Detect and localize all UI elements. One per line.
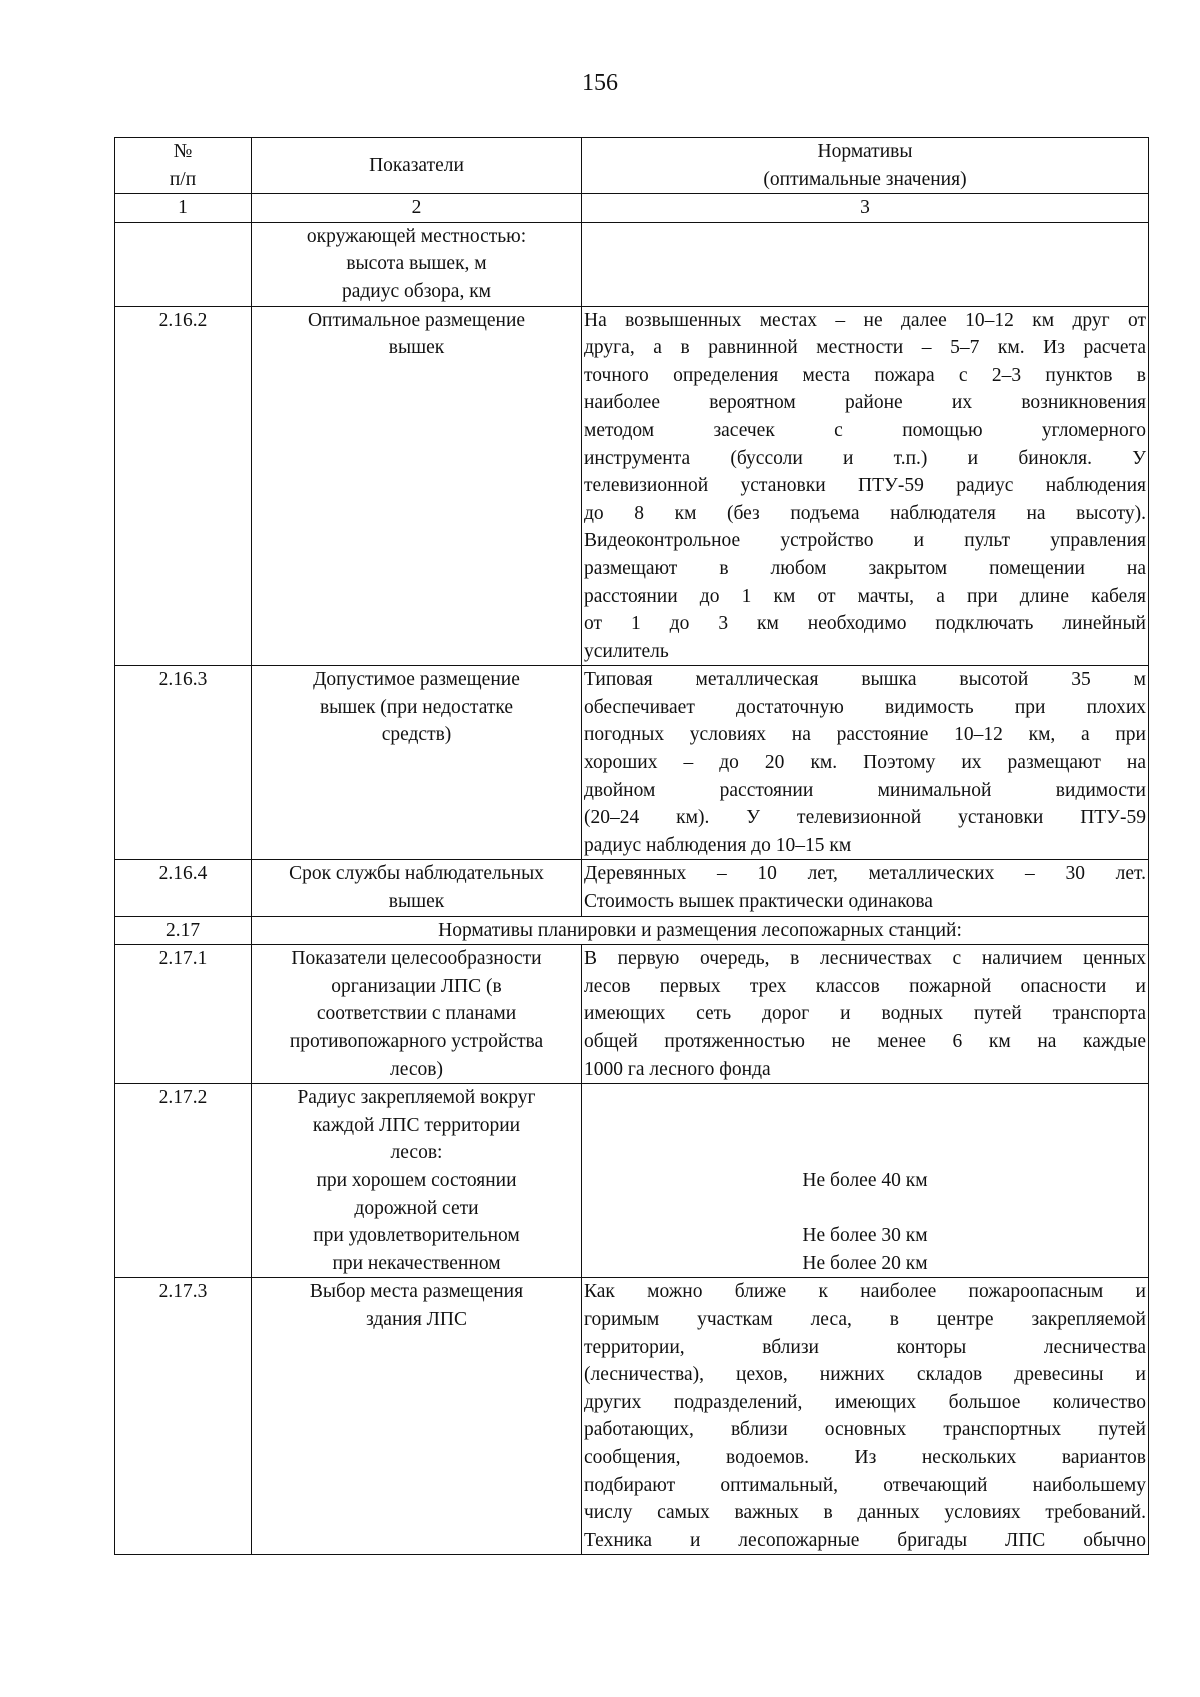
norm-line: сообщения, водоемов. Из нескольких вариантов	[584, 1446, 1146, 1468]
norm-line: горимым участкам леса, в центре закрепляемой	[584, 1308, 1146, 1330]
indicator-line: при удовлетворительном	[313, 1225, 520, 1247]
norm-line: двойном расстоянии минимальной видимости	[584, 779, 1146, 801]
norm-line: размещают в любом закрытом помещении на	[584, 557, 1146, 579]
norm-line: подбирают оптимальный, отвечающий наибольшему	[584, 1474, 1146, 1496]
norm-line: (лесничества), цехов, нижних складов древесины и	[584, 1364, 1146, 1386]
section-row	[115, 916, 1149, 945]
row-norm-cell	[582, 860, 1149, 916]
table-header-row	[115, 138, 1149, 194]
norm-line: усилитель	[584, 640, 669, 662]
row-number-cell: 2.16.4	[115, 860, 252, 916]
norm-line: точного определения места пожара с 2–3 пунктов в	[584, 364, 1146, 386]
header-indicators: Показатели	[369, 154, 464, 176]
norm-line: погодных условиях на расстояние 10–12 км, а при	[584, 724, 1146, 746]
table-row	[115, 945, 1149, 1084]
indicator-line: при хорошем состоянии	[316, 1169, 517, 1191]
norm-line: 1000 га лесного фонда	[584, 1058, 771, 1080]
indicator-line: лесов)	[390, 1058, 443, 1080]
row-indicator-cell	[252, 945, 582, 1084]
norm-line: Не более 20 км	[802, 1252, 928, 1274]
header-number-cell	[115, 138, 252, 194]
row-indicator-cell	[252, 222, 582, 306]
norm-line: наиболее вероятном районе их возникновения	[584, 392, 1146, 414]
indicator-line: вышек	[388, 337, 445, 359]
norm-line: от 1 до 3 км необходимо подключать линейный	[584, 613, 1146, 635]
norm-line: радиус наблюдения до 10–15 км	[584, 834, 852, 856]
norm-line: (20–24 км). У телевизионной установки ПТУ-59	[584, 807, 1146, 829]
column-number-1: 1	[115, 194, 252, 223]
row-norm-cell	[582, 1084, 1149, 1278]
norm-line: Не более 40 км	[802, 1169, 928, 1191]
norm-line: Видеоконтрольное устройство и пульт управления	[584, 530, 1146, 552]
row-indicator-cell	[252, 666, 582, 860]
norm-line: работающих, вблизи основных транспортных путей	[584, 1419, 1146, 1441]
norm-line: до 8 км (без подъема наблюдателя на высоту).	[584, 502, 1146, 524]
indicator-line: здания ЛПС	[366, 1308, 467, 1330]
norm-line: территории, вблизи конторы лесничества	[584, 1336, 1146, 1358]
norm-line: Деревянных – 10 лет, металлических – 30 лет.	[584, 863, 1146, 885]
header-number-symbol: №	[173, 141, 193, 162]
norm-line: В первую очередь, в лесничествах с наличием ценных	[584, 948, 1146, 970]
row-norm-cell	[582, 1278, 1149, 1555]
norm-line: Стоимость вышек практически одинакова	[584, 891, 933, 913]
norm-line: телевизионной установки ПТУ-59 радиус наблюдения	[584, 475, 1146, 497]
indicator-line: Оптимальное размещение	[307, 309, 526, 331]
row-norm-cell	[582, 666, 1149, 860]
section-title: Нормативы планировки и размещения лесопожарных станций:	[252, 916, 1149, 945]
table-row	[115, 860, 1149, 916]
norm-line: лесов первых трех классов пожарной опасности и	[584, 975, 1146, 997]
indicator-line: соответствии с планами	[316, 1003, 517, 1025]
norm-line: методом засечек с помощью угломерного	[584, 419, 1146, 441]
norm-line: общей протяженностью не менее 6 км на каждые	[584, 1031, 1146, 1052]
header-norms-cell	[582, 138, 1149, 194]
indicator-line: каждой ЛПС территории	[312, 1114, 521, 1136]
row-number-cell: 2.17.1	[115, 945, 252, 1084]
norm-line: Как можно ближе к наиболее пожароопасным и	[584, 1281, 1146, 1303]
row-indicator-cell	[252, 860, 582, 916]
row-indicator-cell	[252, 1084, 582, 1278]
indicator-line: противопожарного устройства	[289, 1031, 544, 1052]
row-number-cell: 2.17	[115, 916, 252, 945]
indicator-line: Радиус закрепляемой вокруг	[297, 1087, 536, 1109]
indicator-line: лесов:	[390, 1142, 443, 1164]
indicator-line: при некачественном	[332, 1252, 501, 1274]
indicator-line: вышек	[388, 891, 445, 913]
header-indicators-cell	[252, 138, 582, 194]
table-row	[115, 1278, 1149, 1555]
row-number-cell: 2.16.2	[115, 306, 252, 666]
table-row	[115, 666, 1149, 860]
header-number-abbr: п/п	[169, 168, 197, 190]
norm-line: инструмента (буссоли и т.п.) и бинокля. У	[584, 447, 1146, 469]
indicator-line: высота вышек, м	[346, 253, 487, 275]
page-number: 156	[582, 70, 618, 96]
norm-line: Типовая металлическая вышка высотой 35 м	[584, 669, 1146, 691]
indicator-line: радиус обзора, км	[341, 280, 492, 302]
row-norm-cell	[582, 222, 1149, 306]
row-number-cell: 2.17.2	[115, 1084, 252, 1278]
norm-line: Не более 30 км	[802, 1225, 928, 1247]
table-row	[115, 222, 1149, 306]
column-number-row	[115, 194, 1149, 223]
norm-line: имеющих сеть дорог и водных путей транспорта	[584, 1003, 1146, 1025]
norm-line: друга, а в равнинной местности – 5–7 км. Из расчета	[584, 337, 1146, 359]
table-row	[115, 1084, 1149, 1278]
indicator-line: организации ЛПС (в	[331, 975, 502, 997]
indicator-line: Показатели целесообразности	[291, 948, 542, 970]
norm-line: расстоянии до 1 км от мачты, а при длине кабеля	[584, 585, 1146, 607]
norm-line: обеспечивает достаточную видимость при плохих	[584, 696, 1146, 718]
row-norm-cell	[582, 306, 1149, 666]
row-norm-cell	[582, 945, 1149, 1084]
indicator-line: дорожной сети	[354, 1197, 479, 1219]
norm-line: На возвышенных местах – не далее 10–12 км друг от	[584, 309, 1146, 331]
indicator-line: окружающей местностью:	[306, 225, 527, 247]
table-row	[115, 306, 1149, 666]
norm-line: Техника и лесопожарные бригады ЛПС обычно	[584, 1529, 1146, 1551]
indicator-line: вышек (при недостатке	[319, 696, 514, 718]
row-indicator-cell	[252, 306, 582, 666]
column-number-3: 3	[582, 194, 1149, 223]
norms-table	[114, 137, 1149, 1555]
row-number-cell: 2.16.3	[115, 666, 252, 860]
norm-line: других подразделений, имеющих большое количество	[584, 1391, 1146, 1413]
column-number-2: 2	[252, 194, 582, 223]
row-number-cell: 2.17.3	[115, 1278, 252, 1555]
indicator-line: средств)	[381, 724, 452, 746]
header-norms-title: Нормативы	[817, 141, 913, 162]
indicator-line: Выбор места размещения	[309, 1281, 524, 1303]
norm-line: числу самых важных в данных условиях требований.	[584, 1502, 1146, 1524]
norm-line: хороших – до 20 км. Поэтому их размещают на	[584, 752, 1146, 774]
header-norms-subtitle: (оптимальные значения)	[763, 168, 967, 190]
indicator-line: Срок службы наблюдательных	[289, 863, 544, 885]
row-indicator-cell	[252, 1278, 582, 1555]
indicator-line: Допустимое размещение	[313, 669, 520, 691]
row-number-cell	[115, 222, 252, 306]
